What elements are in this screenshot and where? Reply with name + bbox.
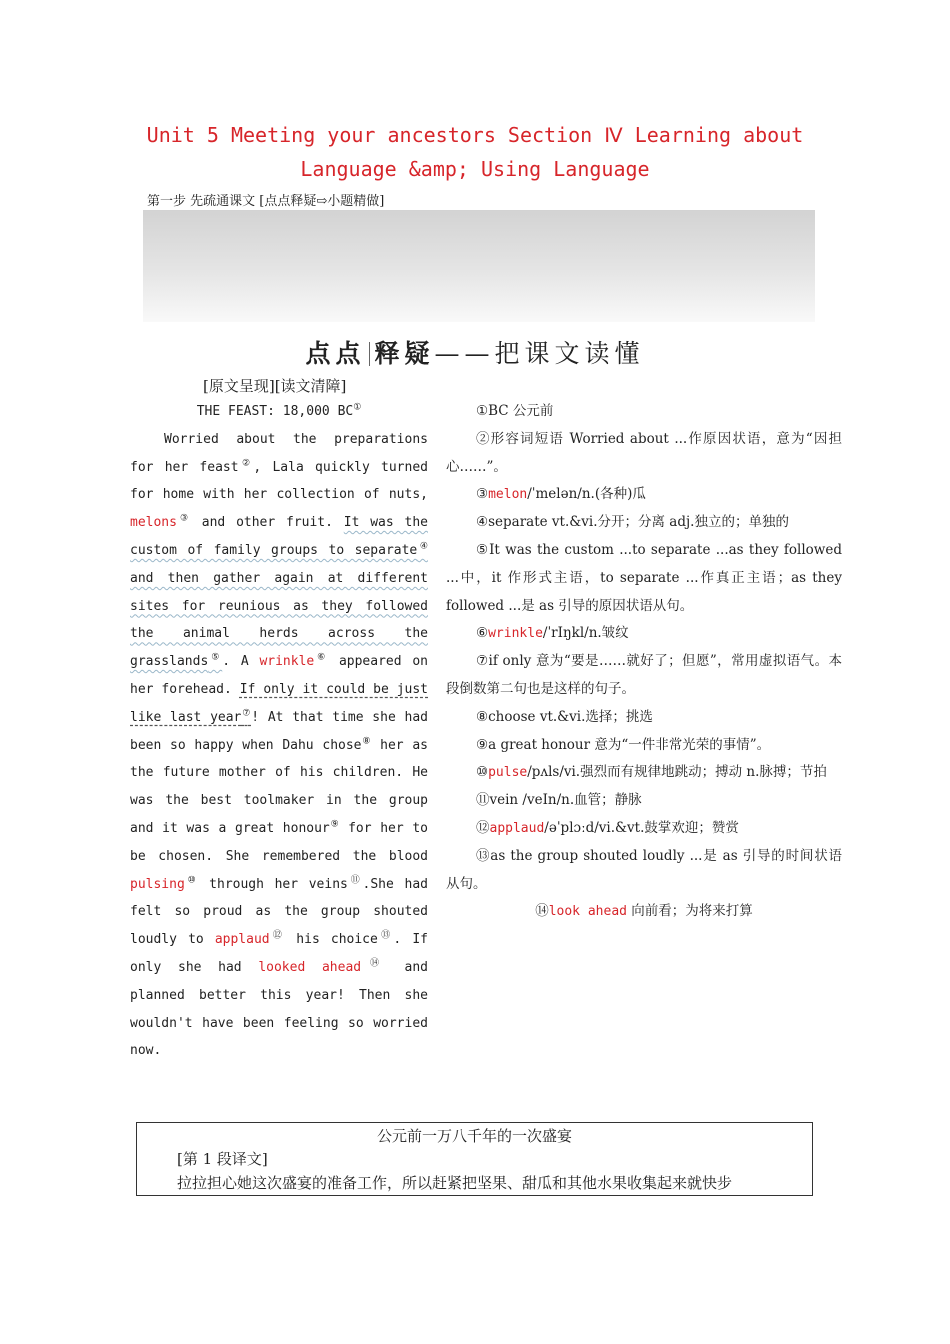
note-item: ⑬as the group shouted loudly ...是 as 引导的时间状语从句。 — [446, 847, 842, 892]
passage-column — [130, 398, 428, 1065]
key-sentence-custom: It was the custom of family groups to separate④ and then gather again at different sites for reunious as they followed the animal herds across the grasslands⑤ — [130, 515, 428, 670]
translation-text: 拉拉担心她这次盛宴的准备工作，所以赶紧把坚果、甜瓜和其他水果收集起来就快步 — [177, 1174, 733, 1192]
title-line-1: Unit 5 Meeting your ancestors Section Ⅳ Learning about — [146, 123, 804, 147]
note-item: ⑪vein /veIn/n.血管；静脉 — [476, 792, 642, 809]
vocab-melons: melons — [130, 515, 177, 531]
key-sentence-if-only: If only it could be just like last year⑦ — [130, 681, 429, 725]
note-item: ⑭look ahead 向前看；为将来打算 — [535, 903, 753, 920]
note-item: ⑫applaud/əˈplɔːd/vi.&vt.鼓掌欢迎；赞赏 — [476, 819, 739, 836]
banner-image — [143, 210, 815, 322]
vocab-pulsing: pulsing — [130, 876, 185, 892]
section-heading — [0, 334, 950, 370]
document-title — [120, 118, 830, 186]
note-item: ⑧choose vt.&vi.选择；挑选 — [476, 708, 653, 725]
vocab-wrinkle: wrinkle — [259, 654, 315, 670]
passage-heading: THE FEAST: 18,000 BC① — [196, 402, 362, 419]
note-item: ⑨a great honour 意为“一件非常光荣的事情”。 — [476, 736, 771, 753]
translation-title: 公元前一万八千年的一次盛宴 — [376, 1127, 572, 1145]
translation-box — [136, 1122, 813, 1196]
title-line-2: Language &amp; Using Language — [300, 157, 650, 181]
section-heading-rest: ——把课文读懂 — [434, 339, 645, 368]
note-item: ⑤It was the custom ...to separate ...as they followed ...中，it 作形式主语，to separate ...作真正主语；as they followed ...是 as 引导的原因状语从句。 — [446, 541, 842, 614]
note-item: ⑩pulse/pʌls/vi.强烈而有规律地跳动；搏动 n.脉搏；节拍 — [476, 764, 827, 781]
passage-paragraph: Worried about the preparations for her feast②, Lala quickly turned for home with her collection of nuts, melons③ and other fruit. It was the custom of family groups to separate④ and then gather again at different sites for reunious as they followed the animal herds across the grasslands⑤. A wrinkle⑥ appeared on her forehead. If only it could be just like last year⑦! At that time she had been so happy when Dahu chose⑧ her as the future mother of his children. He was the best toolmaker in the group and it was a great honour⑨ for her to be chosen. She remembered the blood pulsing⑩ through her veins⑪.She had felt so proud as the group shouted loudly to applaud⑫ his choice⑬. If only she had looked ahead⑭ and planned better this year! Then she wouldn't have been feeling so worried now. — [130, 431, 429, 1059]
section-heading-bold-2: 释疑 — [374, 339, 435, 368]
section-heading-bold: 点点 — [305, 339, 366, 368]
note-item: ③melon/ˈmelən/n.(各种)瓜 — [476, 486, 646, 503]
vocab-looked-ahead: looked ahead — [258, 959, 362, 975]
note-item: ④separate vt.&vi.分开；分离 adj.独立的；单独的 — [476, 514, 789, 531]
note-item: ⑥wrinkle/ˈrIŋkl/n.皱纹 — [476, 625, 629, 642]
note-item: ②形容词短语 Worried about ...作原因状语，意为“因担心……”。 — [446, 430, 842, 475]
step-label: 第一步 先疏通课文 [点点释疑⇨小题精做] — [147, 194, 385, 209]
note-item: ⑦if only 意为“要是……就好了；但愿”，常用虚拟语气。本段倒数第二句也是这样的句子。 — [446, 653, 842, 697]
note-item: ①BC 公元前 — [476, 403, 554, 419]
heading-divider — [369, 342, 370, 366]
translation-label: [第 1 段译文] — [177, 1150, 268, 1168]
notes-column — [446, 398, 842, 926]
vocab-applaud: applaud — [214, 932, 270, 948]
column-headers: [原文呈现][读文清障] — [203, 377, 347, 395]
